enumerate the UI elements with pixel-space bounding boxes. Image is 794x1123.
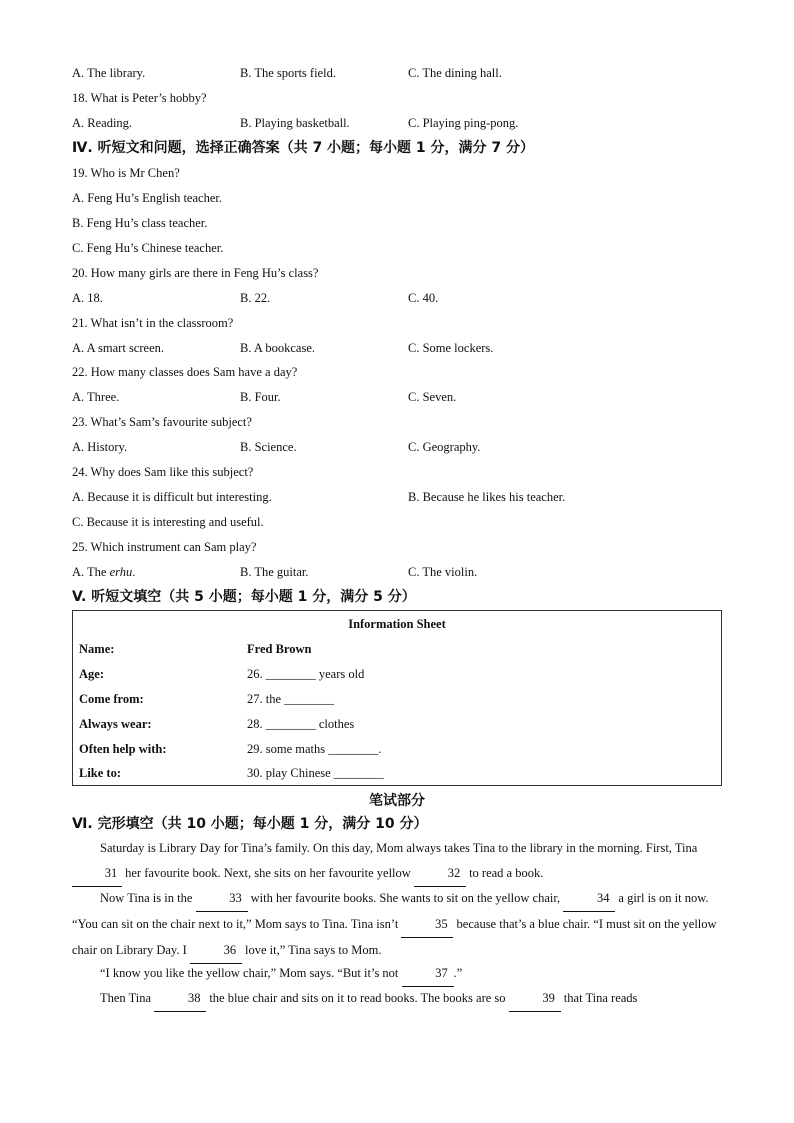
sheet-row-always-wear xyxy=(79,717,719,733)
q18-option-b: B. Playing basketball. xyxy=(240,116,350,130)
section-5-heading: V. 听短文填空（共 5 小题；每小题 1 分，满分 5 分） xyxy=(72,589,416,605)
sheet-value: 26. ________ years old xyxy=(247,667,365,681)
blank-39[interactable]: 39 xyxy=(509,986,561,1012)
sheet-label: Name: xyxy=(79,642,115,656)
sheet-row-often-help xyxy=(79,742,719,758)
q24-option-b: B. Because he likes his teacher. xyxy=(408,490,566,504)
sheet-row-name xyxy=(79,642,719,658)
q21-option-a: A. A smart screen. xyxy=(72,341,164,355)
q21-option-b: B. A bookcase. xyxy=(240,341,315,355)
q24-option-c: C. Because it is interesting and useful. xyxy=(72,515,264,529)
question-23: 23. What’s Sam’s favourite subject? xyxy=(72,415,252,429)
blank-37[interactable]: 37 xyxy=(402,961,454,987)
blank-34[interactable]: 34 xyxy=(563,886,615,912)
q23-option-b: B. Science. xyxy=(240,440,297,454)
blank-31[interactable]: 31 xyxy=(72,861,122,887)
question-20: 20. How many girls are there in Feng Hu’s class? xyxy=(72,266,319,280)
q22-option-b: B. Four. xyxy=(240,390,281,404)
option-c: C. The dining hall. xyxy=(408,66,502,80)
q18-option-a: A. Reading. xyxy=(72,116,133,130)
sheet-row-come-from xyxy=(79,692,719,708)
sheet-value: 29. some maths ________. xyxy=(247,742,382,756)
sheet-title: Information Sheet xyxy=(348,617,446,631)
blank-35[interactable]: 35 xyxy=(401,912,453,938)
q18-option-c: C. Playing ping-pong. xyxy=(408,116,519,130)
sheet-row-like-to xyxy=(79,766,719,782)
question-24: 24. Why does Sam like this subject? xyxy=(72,465,254,479)
q22-option-c: C. Seven. xyxy=(408,390,457,404)
passage-paragraph-2: Now Tina is in the 33 with her favourite books. She wants to sit on the yellow chair, 34 a girl is on it now. “You can sit on the chair next to it,” Mom says to Tina. Tina isn’t 35 because that’s a blue chair. “I must sit on the yellow chair on Library Day. I 36 love it,” Tina says to Mom. xyxy=(72,886,720,964)
sheet-value: Fred Brown xyxy=(247,642,312,656)
sheet-label: Often help with: xyxy=(79,742,167,756)
passage-paragraph-1: Saturday is Library Day for Tina’s family. On this day, Mom always takes Tina to the library in the morning. First, Tina 31 her favourite book. Next, she sits on her favourite yellow 32 to read a book. xyxy=(72,836,720,887)
q25-option-a: A. The erhu. xyxy=(72,565,136,579)
q20-option-a: A. 18. xyxy=(72,291,103,305)
q19-option-a: A. Feng Hu’s English teacher. xyxy=(72,191,222,205)
sheet-label: Always wear: xyxy=(79,717,152,731)
q23-option-a: A. History. xyxy=(72,440,128,454)
question-25: 25. Which instrument can Sam play? xyxy=(72,540,257,554)
blank-36[interactable]: 36 xyxy=(190,938,242,964)
passage-paragraph-3: “I know you like the yellow chair,” Mom says. “But it’s not 37 .” xyxy=(72,961,720,987)
question-18: 18. What is Peter’s hobby? xyxy=(72,91,207,105)
option-a: A. The library. xyxy=(72,66,146,80)
blank-33[interactable]: 33 xyxy=(196,886,248,912)
q22-option-a: A. Three. xyxy=(72,390,120,404)
option-b: B. The sports field. xyxy=(240,66,336,80)
sheet-value: 27. the ________ xyxy=(247,692,335,706)
q19-option-b: B. Feng Hu’s class teacher. xyxy=(72,216,208,230)
information-sheet xyxy=(72,610,722,786)
question-21: 21. What isn’t in the classroom? xyxy=(72,316,234,330)
sheet-row-age xyxy=(79,667,719,683)
sheet-value: 28. ________ clothes xyxy=(247,717,355,731)
sheet-label: Age: xyxy=(79,667,104,681)
q24-option-a: A. Because it is difficult but interesting. xyxy=(72,490,272,504)
blank-38[interactable]: 38 xyxy=(154,986,206,1012)
q19-option-c: C. Feng Hu’s Chinese teacher. xyxy=(72,241,224,255)
sheet-label: Come from: xyxy=(79,692,144,706)
passage-paragraph-4: Then Tina 38 the blue chair and sits on it to read books. The books are so 39 that Tina reads xyxy=(72,986,720,1012)
section-4-heading: Ⅳ. 听短文和问题，选择正确答案（共 7 小题；每小题 1 分，满分 7 分） xyxy=(72,140,535,156)
q20-option-c: C. 40. xyxy=(408,291,439,305)
q23-option-c: C. Geography. xyxy=(408,440,481,454)
section-6-heading: Ⅵ. 完形填空（共 10 小题；每小题 1 分，满分 10 分） xyxy=(72,816,428,832)
question-22: 22. How many classes does Sam have a day? xyxy=(72,365,298,379)
sheet-label: Like to: xyxy=(79,766,122,780)
written-part-heading: 笔试部分 xyxy=(369,793,425,809)
question-19: 19. Who is Mr Chen? xyxy=(72,166,180,180)
q20-option-b: B. 22. xyxy=(240,291,271,305)
sheet-value: 30. play Chinese ________ xyxy=(247,766,384,780)
blank-32[interactable]: 32 xyxy=(414,861,466,887)
q21-option-c: C. Some lockers. xyxy=(408,341,494,355)
q25-option-c: C. The violin. xyxy=(408,565,478,579)
q25-option-b: B. The guitar. xyxy=(240,565,309,579)
